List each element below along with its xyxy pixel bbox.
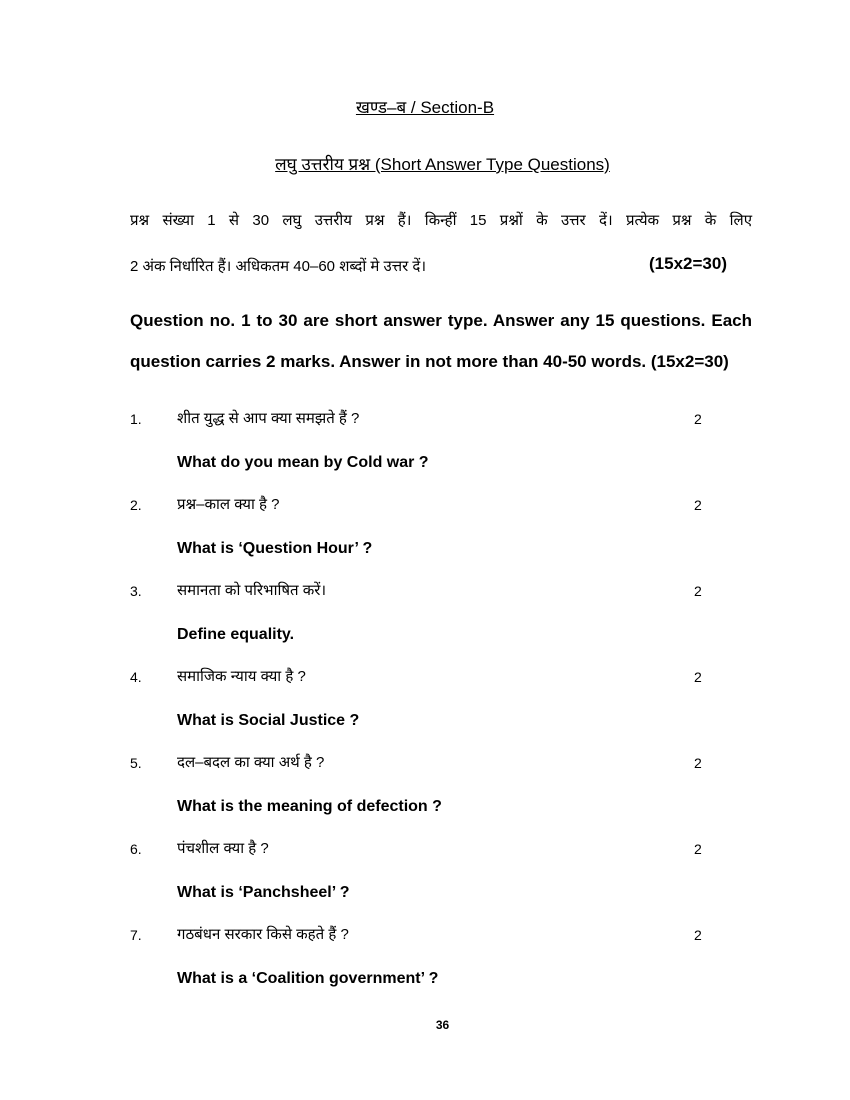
question-english: What is Social Justice ? — [177, 712, 360, 729]
question-marks: 2 — [694, 411, 702, 427]
question-english: Define equality. — [177, 626, 295, 643]
question-number: 3. — [130, 583, 142, 599]
question-number: 1. — [130, 411, 142, 427]
question-marks: 2 — [694, 755, 702, 771]
page-number: 36 — [435, 1018, 450, 1032]
question-hindi: समानता को परिभाषित करें। — [177, 582, 327, 599]
question-marks: 2 — [694, 583, 702, 599]
question-hindi: पंचशील क्या है ? — [177, 840, 269, 857]
instructions-hindi-marks: (15x2=30) — [649, 254, 727, 273]
question-marks: 2 — [694, 841, 702, 857]
question-number: 5. — [130, 755, 142, 771]
instructions-english-line2: question carries 2 marks. Answer in not more than 40-50 words. (15x2=30) — [130, 352, 729, 371]
question-english: What is ‘Panchsheel’ ? — [177, 884, 350, 901]
instructions-hindi-line2: 2 अंक निर्धारित हैं। अधिकतम 40–60 शब्दों मे उत्तर दें। — [130, 258, 427, 275]
question-marks: 2 — [694, 497, 702, 513]
question-hindi: गठबंधन सरकार किसे कहते हैं ? — [177, 926, 349, 943]
question-marks: 2 — [694, 927, 702, 943]
question-marks: 2 — [694, 669, 702, 685]
subheading: लघु उत्तरीय प्रश्न (Short Answer Type Questions) — [275, 155, 610, 174]
question-english: What is the meaning of defection ? — [177, 798, 442, 815]
question-hindi: शीत युद्ध से आप क्या समझते हैं ? — [177, 410, 360, 427]
question-english: What do you mean by Cold war ? — [177, 454, 429, 471]
question-hindi: दल–बदल का क्या अर्थ है ? — [177, 754, 325, 771]
question-number: 4. — [130, 669, 142, 685]
section-heading: खण्ड–ब / Section-B — [355, 98, 495, 117]
question-number: 6. — [130, 841, 142, 857]
question-number: 2. — [130, 497, 142, 513]
instructions-hindi-line1: प्रश्न संख्या 1 से 30 लघु उत्तरीय प्रश्न हैं। किन्हीं 15 प्रश्नों के उत्तर दें। प्रत्येक प्रश्न के लिए — [130, 212, 752, 229]
question-hindi: समाजिक न्याय क्या है ? — [177, 668, 306, 685]
question-number: 7. — [130, 927, 142, 943]
question-hindi: प्रश्न–काल क्या है ? — [177, 496, 280, 513]
instructions-english-line1: Question no. 1 to 30 are short answer type. Answer any 15 questions. Each — [130, 311, 752, 330]
question-english: What is a ‘Coalition government’ ? — [177, 970, 439, 987]
question-english: What is ‘Question Hour’ ? — [177, 540, 373, 557]
